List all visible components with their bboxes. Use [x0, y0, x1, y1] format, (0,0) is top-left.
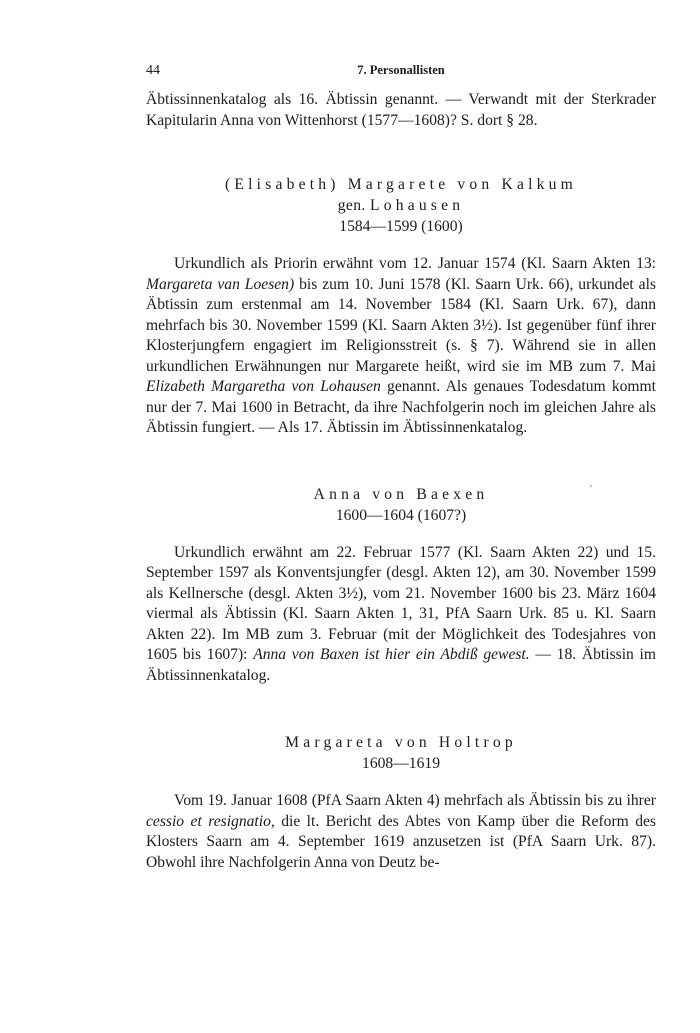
entry-heading-margarete-von-kalkum	[146, 174, 656, 237]
running-head: 7. Personallisten	[357, 63, 445, 77]
italic-segment: Margareta van Loesen)	[146, 275, 295, 293]
text-segment: die lt. Bericht des Abtes von Kamp über die Reform des Klosters Saarn am 4. September 1619 anzusetzen ist (PfA Saarn Urk. 87). Obwohl ihre Nachfolgerin Anna von Deutz be-	[146, 812, 656, 871]
entry-paragraph-margareta-von-holtrop	[146, 791, 656, 873]
entry-paragraph-anna-von-baexen	[146, 543, 656, 687]
entry-heading-margareta-von-holtrop	[146, 732, 656, 774]
page-header	[146, 63, 656, 81]
entry-heading-anna-von-baexen	[146, 484, 656, 526]
italic-segment: Elizabeth Margaretha von Lohausen	[146, 378, 381, 395]
page-number: 44	[146, 63, 160, 78]
stray-print-mark: '	[590, 484, 592, 495]
entry-years: 1608—1619	[362, 755, 440, 772]
italic-segment: cessio et resignatio,	[146, 812, 275, 830]
entry-years: 1600—1604 (1607?)	[335, 506, 467, 524]
entry-name: Margareta von Holtrop	[285, 734, 517, 751]
entry-alias-name: Lohausen	[370, 197, 465, 214]
entry-paragraph-margarete-von-kalkum	[146, 254, 656, 439]
entry-alias	[146, 195, 656, 216]
text-segment: Urkundlich als Priorin erwähnt vom 12. Januar 1574 (Kl. Saarn Akten 13:	[174, 255, 656, 272]
italic-segment: Anna von Baxen ist hier ein Abdiß gewest.	[253, 646, 530, 663]
text-segment: genannt. Als genaues Todesdatum kommt nur der 7. Mai 1600 in Betracht, da ihre Nachfolgerin noch im gleichen Jahre als Äbtissin fungiert. — Als 17. Äbtissin im Äbtissinnenkatalog.	[146, 378, 657, 436]
entry-years: 1584—1599 (1600)	[339, 218, 463, 235]
entry-name: Anna von Baexen	[313, 485, 489, 503]
page-content	[146, 90, 656, 873]
entry-name: (Elisabeth) Margarete von Kalkum	[225, 176, 577, 193]
text-segment: bis zum 10. Juni 1578 (Kl. Saarn Urk. 66), urkundet als Äbtissin zum erstenmal am 14. November 1584 (Kl. Saarn Urk. 67), dann mehrfach bis 30. November 1599 (Kl. Saarn Akten 3½). Ist gegenüber fünf ihrer Klosterjungfern engagiert im Religionsstreit (s. § 7). Während sie in allen urkundlichen Erwähnungen nur Margarete heißt, wird sie im MB zum 7. Mai	[146, 275, 656, 375]
intro-paragraph: Äbtissinnenkatalog als 16. Äbtissin genannt. — Verwandt mit der Sterkrader Kapitularin Anna von Wittenhorst (1577—1608)? S. dort § 28.	[146, 91, 656, 129]
text-segment: Urkundlich erwähnt am 22. Februar 1577 (Kl. Saarn Akten 22) und 15. September 1597 als Konventsjungfer (desgl. Akten 12), am 30. November 1599 als Kellnersche (desgl. Akten 3½), vom 21. November 1600 bis 23. März 1604 viermal als Äbtissin (Kl. Saarn Akten 1, 31, PfA Saarn Urk. 85 u. Kl. Saarn Akten 22). Im MB zum 3. Februar (mit der Möglichkeit des Todesjahres von 1605 bis 1607):	[146, 543, 656, 663]
text-segment: Vom 19. Januar 1608 (PfA Saarn Akten 4) mehrfach als Äbtissin bis zu ihrer	[174, 792, 656, 809]
entry-alias-prefix: gen.	[337, 197, 371, 214]
text-segment: — 18. Äbtissin im Äbtissinnenkatalog.	[146, 646, 656, 684]
